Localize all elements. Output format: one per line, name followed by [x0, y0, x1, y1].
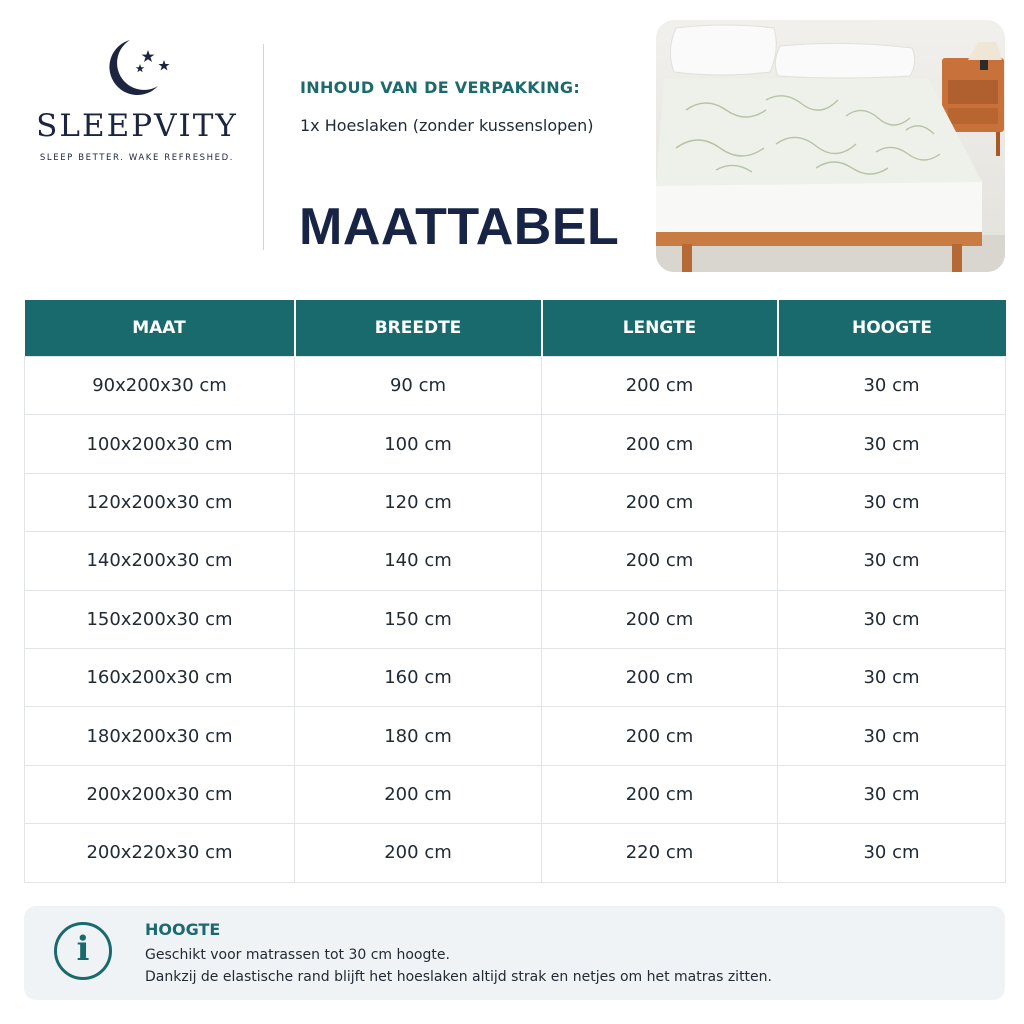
cell-breedte: 90 cm	[295, 357, 542, 415]
info-icon-glyph: i	[76, 929, 90, 969]
table-row	[25, 590, 1006, 648]
info-title: HOOGTE	[145, 920, 221, 939]
cell-hoogte: 30 cm	[778, 532, 1006, 590]
cell-maat: 100x200x30 cm	[25, 415, 295, 473]
cell-maat: 140x200x30 cm	[25, 532, 295, 590]
cell-hoogte: 30 cm	[778, 765, 1006, 823]
table-row	[25, 473, 1006, 531]
cell-lengte: 200 cm	[542, 707, 778, 765]
size-table	[24, 300, 1006, 883]
cell-hoogte: 30 cm	[778, 707, 1006, 765]
cell-hoogte: 30 cm	[778, 357, 1006, 415]
cell-lengte: 200 cm	[542, 765, 778, 823]
table-header-row	[25, 300, 1006, 357]
brand-logo	[24, 36, 250, 176]
info-text-line-1: Geschikt voor matrassen tot 30 cm hoogte.	[145, 947, 450, 963]
cell-lengte: 220 cm	[542, 824, 778, 882]
brand-name: SLEEPVITY	[36, 108, 238, 144]
cell-hoogte: 30 cm	[778, 590, 1006, 648]
cell-maat: 150x200x30 cm	[25, 590, 295, 648]
table-row	[25, 765, 1006, 823]
cell-maat: 180x200x30 cm	[25, 707, 295, 765]
cell-lengte: 200 cm	[542, 532, 778, 590]
cell-maat: 120x200x30 cm	[25, 473, 295, 531]
package-contents-item: 1x Hoeslaken (zonder kussenslopen)	[300, 116, 594, 135]
cell-hoogte: 30 cm	[778, 648, 1006, 706]
cell-lengte: 200 cm	[542, 415, 778, 473]
header-divider	[263, 44, 264, 250]
info-icon	[54, 922, 112, 980]
table-row	[25, 648, 1006, 706]
info-text-line-2: Dankzij de elastische rand blijft het hoeslaken altijd strak en netjes om het matras zitten.	[145, 969, 772, 985]
table-row	[25, 824, 1006, 882]
header-hoogte: HOOGTE	[778, 300, 1006, 357]
cell-lengte: 200 cm	[542, 473, 778, 531]
page-title: MAATTABEL	[299, 198, 620, 256]
product-photo	[656, 20, 1005, 272]
cell-breedte: 120 cm	[295, 473, 542, 531]
cell-breedte: 150 cm	[295, 590, 542, 648]
cell-maat: 90x200x30 cm	[25, 357, 295, 415]
cell-breedte: 180 cm	[295, 707, 542, 765]
cell-lengte: 200 cm	[542, 590, 778, 648]
table-row	[25, 532, 1006, 590]
package-contents-title: INHOUD VAN DE VERPAKKING:	[300, 78, 581, 97]
cell-hoogte: 30 cm	[778, 473, 1006, 531]
header-lengte: LENGTE	[542, 300, 778, 357]
height-info-box	[24, 906, 1005, 1000]
table-row	[25, 357, 1006, 415]
cell-maat: 200x200x30 cm	[25, 765, 295, 823]
moon-stars-icon	[100, 36, 176, 100]
header-maat: MAAT	[25, 300, 295, 357]
cell-breedte: 200 cm	[295, 824, 542, 882]
cell-maat: 160x200x30 cm	[25, 648, 295, 706]
cell-maat: 200x220x30 cm	[25, 824, 295, 882]
table-row	[25, 707, 1006, 765]
brand-tagline: SLEEP BETTER. WAKE REFRESHED.	[39, 153, 235, 163]
cell-breedte: 200 cm	[295, 765, 542, 823]
cell-lengte: 200 cm	[542, 357, 778, 415]
cell-breedte: 160 cm	[295, 648, 542, 706]
cell-hoogte: 30 cm	[778, 824, 1006, 882]
table-row	[25, 415, 1006, 473]
cell-breedte: 140 cm	[295, 532, 542, 590]
cell-hoogte: 30 cm	[778, 415, 1006, 473]
header-breedte: BREEDTE	[295, 300, 542, 357]
cell-lengte: 200 cm	[542, 648, 778, 706]
cell-breedte: 100 cm	[295, 415, 542, 473]
